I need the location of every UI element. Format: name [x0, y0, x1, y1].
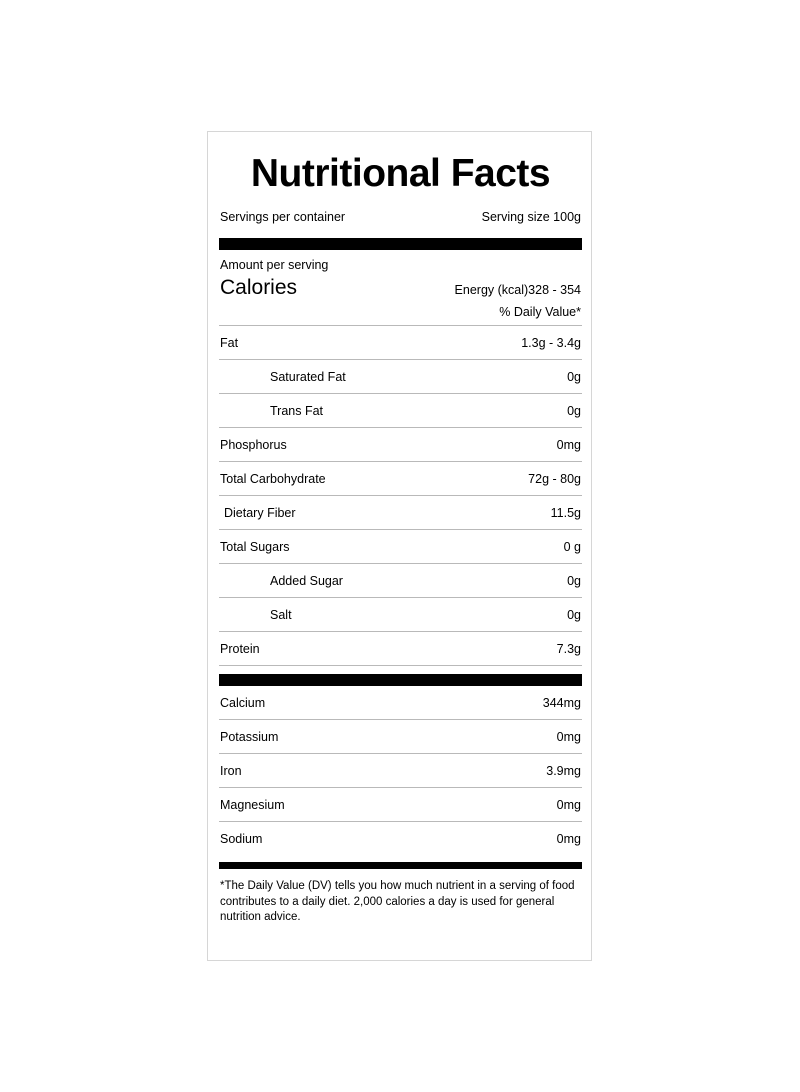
servings-row: [219, 210, 582, 224]
nutrient-row: [219, 788, 582, 821]
nutrient-label: Salt: [270, 608, 292, 623]
nutrient-label: Sodium: [220, 832, 263, 847]
nutrient-value: 3.9mg: [546, 764, 581, 779]
nutrient-value: 72g - 80g: [528, 472, 581, 487]
nutrient-row: [219, 632, 582, 665]
nutrient-value: 0g: [567, 574, 581, 589]
divider-thick-bottom: [219, 862, 582, 869]
row-divider: [219, 665, 582, 666]
nutrient-value: 0mg: [556, 798, 581, 813]
nutrient-row: [219, 720, 582, 753]
servings-per-container-label: Servings per container: [220, 210, 346, 224]
nutrient-value: 0g: [567, 370, 581, 385]
nutrient-label: Magnesium: [220, 798, 285, 813]
page-title: Nutritional Facts: [250, 152, 551, 195]
label-inner: [219, 154, 582, 926]
nutrient-rows-primary: [219, 325, 582, 666]
calories-label: Calories: [220, 276, 298, 299]
calories-value: Energy (kcal)328 - 354: [454, 283, 581, 298]
nutrient-value: 1.3g - 3.4g: [521, 336, 581, 351]
nutrient-value: 0mg: [556, 438, 581, 453]
nutrient-label: Phosphorus: [220, 438, 287, 453]
daily-value-footnote: *The Daily Value (DV) tells you how much nutrient in a serving of food contributes to a daily diet. 2,000 calories a day is used for general nutrition advice.: [220, 880, 575, 924]
nutrient-value: 7.3g: [556, 642, 581, 657]
nutrient-row: [219, 754, 582, 787]
nutrient-row: [219, 598, 582, 631]
nutrient-row: [219, 326, 582, 359]
nutrient-row: [219, 462, 582, 495]
nutrient-row: [219, 530, 582, 563]
nutrient-row: [219, 822, 582, 855]
nutrient-label: Total Sugars: [220, 540, 290, 555]
nutrient-label: Iron: [220, 764, 242, 779]
nutrient-rows-minerals: [219, 686, 582, 855]
nutrient-row: [219, 564, 582, 597]
calories-row: [219, 277, 582, 299]
nutrient-label: Fat: [220, 336, 239, 351]
serving-size-value: Serving size 100g: [481, 210, 581, 224]
nutrient-label: Added Sugar: [270, 574, 343, 589]
nutrient-label: Dietary Fiber: [224, 506, 296, 521]
nutrient-value: 0 g: [563, 540, 581, 555]
nutrient-value: 11.5g: [550, 506, 581, 521]
divider-thick-mid: [219, 674, 582, 686]
nutrition-facts-label: [207, 131, 592, 961]
nutrient-row: [219, 360, 582, 393]
nutrient-label: Potassium: [220, 730, 279, 745]
divider-thick-top: [219, 238, 582, 250]
nutrient-row: [219, 496, 582, 529]
nutrient-row: [219, 686, 582, 719]
nutrient-label: Protein: [220, 642, 260, 657]
nutrient-value: 344mg: [542, 696, 581, 711]
nutrient-label: Total Carbohydrate: [220, 472, 326, 487]
nutrient-value: 0g: [567, 404, 581, 419]
nutrient-value: 0g: [567, 608, 581, 623]
nutrient-row: [219, 394, 582, 427]
nutrient-value: 0mg: [556, 832, 581, 847]
nutrient-label: Saturated Fat: [270, 370, 346, 385]
amount-per-serving-label: Amount per serving: [220, 258, 329, 272]
daily-value-header: % Daily Value*: [499, 305, 581, 320]
nutrient-label: Calcium: [220, 696, 266, 711]
nutrient-value: 0mg: [556, 730, 581, 745]
nutrient-label: Trans Fat: [270, 404, 324, 419]
nutrient-row: [219, 428, 582, 461]
